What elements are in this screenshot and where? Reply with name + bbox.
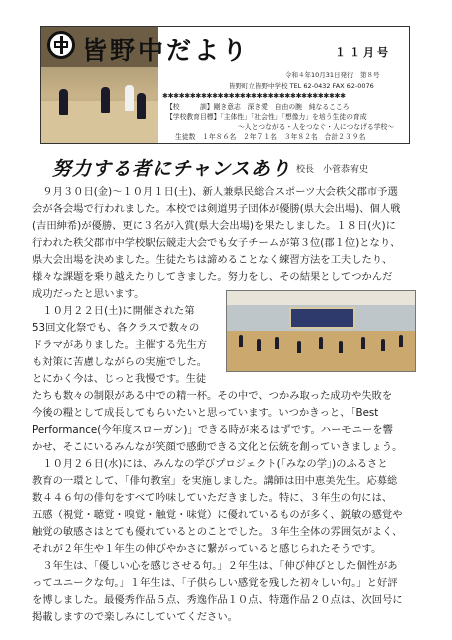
culture-festival-photo — [226, 290, 416, 372]
text-line: 数４４６句の俳句をすべて吟味していただきました。特に、３年生の句には、 — [32, 492, 393, 504]
text-line: ９月３０日(金)～１０月１日(土)、新人兼県民総合スポーツ大会秩父郡市予選 — [32, 186, 398, 198]
text-line: 触覚の敏感さはとても優れているとのことでした。３年生全体の雰囲気がよく、 — [32, 526, 403, 538]
text-line: 県大会出場を決めました。生徒たちは諦めることなく練習方法を工夫したり、 — [32, 254, 393, 266]
text-line: 53回文化祭でも、各クラスで数々の — [32, 322, 200, 334]
article-paragraph-2 — [32, 388, 403, 626]
text-line: 行われた秩父郡市中学校駅伝競走大会でも女子チームが第３位(郡１位)となり、 — [32, 237, 401, 249]
school-goal-sub: ～人とつながる・人をつなぐ・人につなげる学校～ — [238, 123, 395, 131]
text-line: 掲載しますので楽しみにしていてください。 — [32, 611, 238, 623]
text-line: とにかく今は、じっと我慢です。生徒 — [32, 373, 207, 385]
article-author: 校長 小菅恭宥史 — [296, 165, 369, 175]
text-line: Performance(今年度スローガン)」できる時が来るはずです。ハーモニーを響 — [32, 424, 393, 436]
article-paragraph-1 — [32, 184, 400, 303]
text-line: ３年生は、「優しい心を感じさせる句。」２年生は、「伸び伸びとした個性があ — [32, 560, 398, 572]
text-line: かせ、そこにいるみんなが笑顔で感動できる文化と伝統を創っていきましょう。 — [32, 441, 403, 453]
text-line: 成功だったと思います。 — [32, 288, 145, 300]
text-line: ドラマがありました。主催する先生方 — [32, 339, 208, 351]
student-count: 生徒数 １年８６名 ２年７１名 ３年８２名 合計２３９名 — [175, 133, 366, 141]
text-line: を博しました。最優秀作品５点、秀逸作品１０点、特選作品２０点は、次回号に — [32, 594, 403, 606]
text-line: たちも数々の制限がある中での精一杯。その中で、つかみ取った成功や失敗を — [32, 390, 393, 402]
issue-month: １１月号 — [335, 46, 391, 59]
newsletter-title: 皆野中だより — [82, 36, 251, 65]
article-side-paragraph — [32, 303, 207, 388]
text-line: 五感（視覚・聴覚・嗅覚・触覚・味覚）に優れているものが多く、鋭敏の感覚や — [32, 509, 403, 521]
text-line: １０月２２日(土)に開催された第 — [32, 305, 195, 317]
school-goal: 【学校教育目標】「主体性」「社会性」「想像力」を培う生徒の育成 — [166, 113, 367, 121]
text-line: も対策に苦慮しながらの実施でした。 — [32, 356, 208, 368]
issue-date: 令和４年10月31日発行 第８号 — [285, 71, 380, 79]
text-line: それが２年生や１年生の伸びやかさに繋がっていると感じられたそうです。 — [32, 543, 382, 555]
school-emblem-icon — [47, 31, 75, 59]
text-line: ってユニークな句。」１年生は、「子供らしい感覚を残した初々しい句。」と好評 — [32, 577, 398, 589]
star-divider: ✱✱✱✱✱✱✱✱✱✱✱✱✱✱✱✱✱✱✱✱✱✱✱✱✱✱✱✱✱✱✱✱✱ — [162, 92, 346, 100]
text-line: １０月２６日(水)には、みんなの学びプロジェクト(「みなの学」)のふるさと — [32, 458, 388, 470]
school-motto: 【校 訓】剛き意志 深き愛 自由の腕 純なるこころ — [166, 103, 350, 111]
school-address: 皆野町立皆野中学校 TEL 62-0432 FAX 62-0076 — [229, 82, 374, 90]
text-line: 会が各会場で行われました。本校では剣道男子団体が優勝(県大会出場)、個人戦 — [32, 203, 401, 215]
text-line: 様々な課題を乗り越えたりしてきました。努力をし、その結果としてつかんだ — [32, 271, 393, 283]
text-line: 今後の糧として成長してもらいたいと思っています。いつかきっと、「Best — [32, 407, 379, 419]
text-line: (吉田紳希)が優勝、更に３名が入賞(県大会出場)を果たしました。１８日(火)に — [32, 220, 396, 232]
article-title: 努力する者にチャンスあり — [52, 158, 291, 180]
text-line: 教育の一環として、「俳句教室」を実施しました。講師は田中恵美先生。応募総 — [32, 475, 398, 487]
